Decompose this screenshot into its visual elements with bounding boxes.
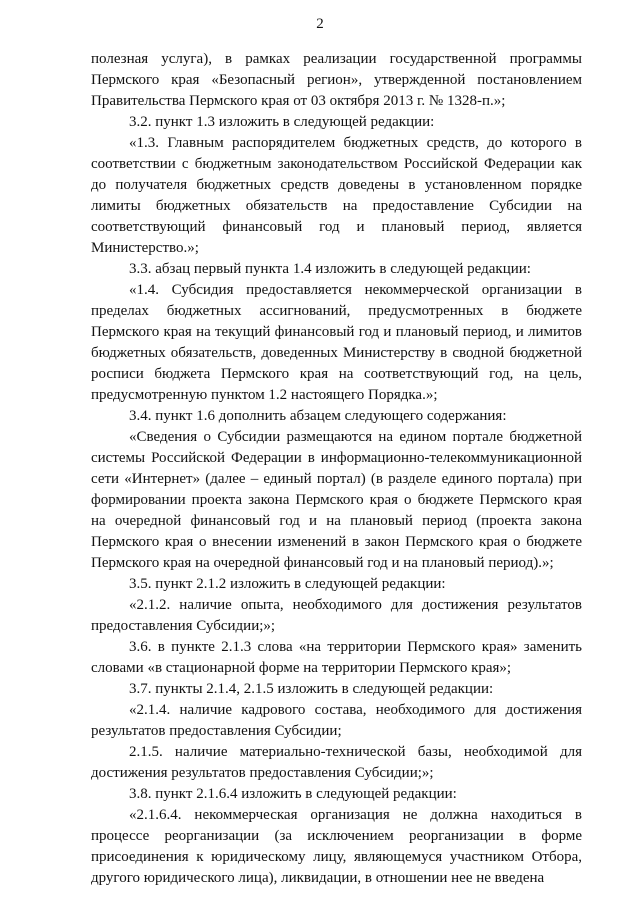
paragraph-2-1-6-4-text: «2.1.6.4. некоммерческая организация не должна находиться в процессе реорганизации (за исключением реорганизации в форме присоединения к юридическому лицу, являющемуся участником Отбора, другого юридического лица), ликвидации, в отношении нее не введена: [91, 807, 582, 886]
page-number: 2: [316, 16, 324, 32]
paragraph-2-1-2-text: «2.1.2. наличие опыта, необходимого для достижения результатов предоставления Субсидии;»;: [91, 597, 582, 634]
paragraph-1-4-text: «1.4. Субсидия предоставляется некоммерческой организации в пределах бюджетных ассигнований, предусмотренных в бюджете Пермского края на текущий финансовый год и плановый период, и лимитов бюджетных обязательств, доведенных Министерству в сводной бюджетной росписи бюджета Пермского края на соответствующий год, на цель, предусмотренную пунктом 1.2 настоящего Порядка.»;: [91, 282, 582, 403]
paragraph-3-6: 3.6. в пункте 2.1.3 слова «на территории Пермского края» заменить словами «в стационарной форме на территории Пермского края»;: [91, 639, 582, 676]
paragraph-1-3-text: «1.3. Главным распорядителем бюджетных средств, до которого в соответствии с бюджетным законодательством Российской Федерации как до получателя бюджетных средств доведены в установленном порядке лимиты бюджетных обязательств на предоставление Субсидии на соответствующий финансовый год и плановый период, является Министерство.»;: [91, 135, 582, 256]
paragraph-2-1-5-text: 2.1.5. наличие материально-технической базы, необходимой для достижения результатов предоставления Субсидии;»;: [91, 744, 582, 781]
paragraph-2-1-4-text: «2.1.4. наличие кадрового состава, необходимого для достижения результатов предоставления Субсидии;: [91, 702, 582, 739]
paragraph-3-5: 3.5. пункт 2.1.2 изложить в следующей редакции:: [129, 576, 446, 592]
paragraph-3-4: 3.4. пункт 1.6 дополнить абзацем следующего содержания:: [129, 408, 507, 424]
document-body: [91, 49, 582, 889]
paragraph-3-7: 3.7. пункты 2.1.4, 2.1.5 изложить в следующей редакции:: [129, 681, 494, 697]
paragraph-3-8: 3.8. пункт 2.1.6.4 изложить в следующей редакции:: [129, 786, 457, 802]
paragraph-3-3: 3.3. абзац первый пункта 1.4 изложить в следующей редакции:: [129, 261, 531, 277]
paragraph-1-6-addition: «Сведения о Субсидии размещаются на едином портале бюджетной системы Российской Федерации в информационно-телекоммуникационной сети «Интернет» (далее – единый портал) (в разделе единого портала) при формировании проекта закона Пермского края о бюджете Пермского края на очередной финансовый год и на плановый период (проекта закона Пермского края о внесении изменений в закон Пермского края о бюджете Пермского края на очередной финансовый год и на плановый период).»;: [91, 429, 582, 571]
paragraph-3-2: 3.2. пункт 1.3 изложить в следующей редакции:: [129, 114, 435, 130]
paragraph-continuation: полезная услуга), в рамках реализации государственной программы Пермского края «Безопасный регион», утвержденной постановлением Правительства Пермского края от 03 октября 2013 г. № 1328-п.»;: [91, 51, 582, 109]
